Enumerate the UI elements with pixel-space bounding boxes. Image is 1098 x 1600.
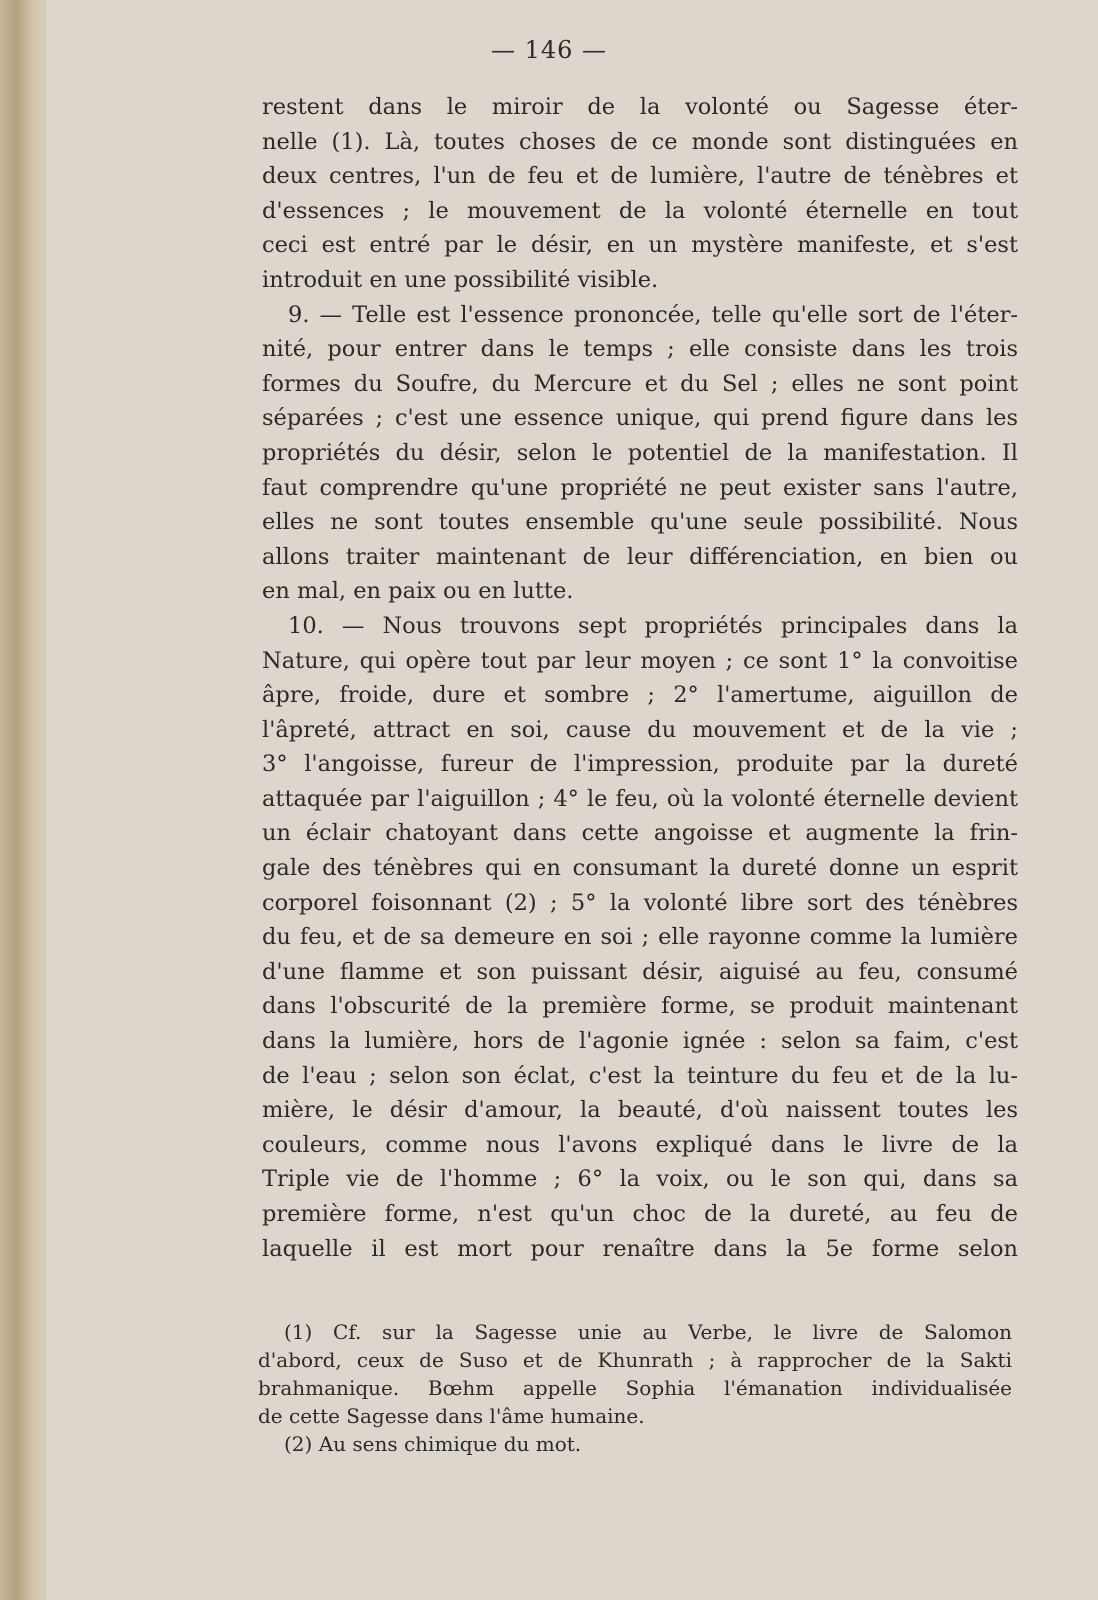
text-line: laquelle il est mort pour renaître dans la 5e forme selon — [262, 1235, 1018, 1262]
text-line: introduit en une possibilité visible. — [262, 266, 659, 293]
footnote-line: d'abord, ceux de Suso et de Khunrath ; à rapprocher de la Sakti — [258, 1348, 1012, 1372]
text-line: Nature, qui opère tout par leur moyen ; ce sont 1° la convoitise — [262, 647, 1018, 674]
text-line: deux centres, l'un de feu et de lumière, l'autre de ténèbres et — [262, 163, 1018, 190]
text-line: en mal, en paix ou en lutte. — [262, 578, 574, 605]
book-binding-edge — [0, 0, 46, 1600]
text-line: allons traiter maintenant de leur différenciation, en bien ou — [262, 543, 1018, 570]
text-line: un éclair chatoyant dans cette angoisse et augmente la frin- — [262, 820, 1018, 847]
text-line: elles ne sont toutes ensemble qu'une seule possibilité. Nous — [262, 509, 1018, 536]
text-line: l'âpreté, attract en soi, cause du mouvement et de la vie ; — [262, 716, 1018, 743]
text-line: corporel foisonnant (2) ; 5° la volonté libre sort des ténèbres — [262, 889, 1018, 916]
text-line: couleurs, comme nous l'avons expliqué dans le livre de la — [262, 1131, 1018, 1158]
text-line: d'une flamme et son puissant désir, aiguisé au feu, consumé — [262, 958, 1018, 985]
text-line: mière, le désir d'amour, la beauté, d'où naissent toutes les — [262, 1097, 1018, 1124]
paragraph-9-start: 9. — Telle est l'essence prononcée, telle qu'elle sort de l'éter- — [288, 301, 1018, 328]
text-line: Triple vie de l'homme ; 6° la voix, ou le son qui, dans sa — [262, 1166, 1018, 1193]
text-line: ceci est entré par le désir, en un mystère manifeste, et s'est — [262, 232, 1018, 259]
text-line: attaquée par l'aiguillon ; 4° le feu, où la volonté éternelle devient — [262, 785, 1018, 812]
paragraph-10-start: 10. — Nous trouvons sept propriétés principales dans la — [288, 612, 1018, 639]
text-line: nité, pour entrer dans le temps ; elle consiste dans les trois — [262, 336, 1018, 363]
text-line: séparées ; c'est une essence unique, qui prend figure dans les — [262, 405, 1018, 432]
footnote-2: (2) Au sens chimique du mot. — [284, 1432, 582, 1456]
text-line: formes du Soufre, du Mercure et du Sel ; elles ne sont point — [262, 370, 1018, 397]
text-line: de l'eau ; selon son éclat, c'est la teinture du feu et de la lu- — [262, 1062, 1018, 1089]
text-line: dans la lumière, hors de l'agonie ignée : selon sa faim, c'est — [262, 1028, 1018, 1055]
text-line: restent dans le miroir de la volonté ou Sagesse éter- — [262, 94, 1018, 120]
text-line: du feu, et de sa demeure en soi ; elle rayonne comme la lumière — [262, 924, 1018, 951]
footnote-line: brahmanique. Bœhm appelle Sophia l'émanation individualisée — [258, 1376, 1012, 1400]
text-line: âpre, froide, dure et sombre ; 2° l'amertume, aiguillon de — [262, 682, 1018, 709]
text-line: 3° l'angoisse, fureur de l'impression, produite par la dureté — [262, 751, 1018, 778]
footnote-line: de cette Sagesse dans l'âme humaine. — [258, 1404, 645, 1428]
text-line: première forme, n'est qu'un choc de la dureté, au feu de — [262, 1201, 1018, 1227]
text-line: gale des ténèbres qui en consumant la dureté donne un esprit — [262, 855, 1018, 882]
text-line: dans l'obscurité de la première forme, se produit maintenant — [262, 993, 1018, 1020]
text-line: d'essences ; le mouvement de la volonté éternelle en tout — [262, 197, 1018, 224]
footnote-1: (1) Cf. sur la Sagesse unie au Verbe, le livre de Salomon — [284, 1320, 1012, 1344]
main-text — [262, 90, 1018, 1266]
text-line: propriétés du désir, selon le potentiel de la manifestation. Il — [262, 439, 1018, 466]
footnotes — [258, 1318, 1012, 1458]
text-line: nelle (1). Là, toutes choses de ce monde sont distinguées en — [262, 128, 1018, 155]
page-number: — 146 — — [490, 36, 608, 64]
text-line: faut comprendre qu'une propriété ne peut exister sans l'autre, — [262, 474, 1018, 501]
